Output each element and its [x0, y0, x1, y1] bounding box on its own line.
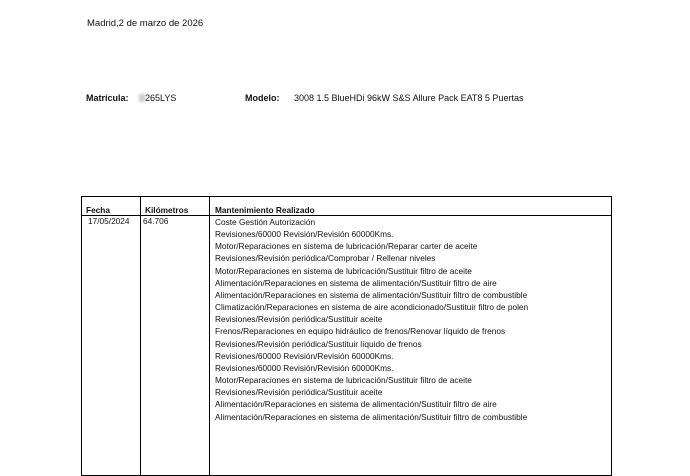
maintenance-item: Alimentación/Reparaciones en sistema de alimentación/Sustituir filtro de aire — [215, 399, 497, 410]
maintenance-item: Frenos/Reparaciones en equipo hidráulico de frenos/Renovar líquido de frenos — [215, 326, 506, 337]
column-separator — [140, 197, 141, 475]
header-km: Kilómetros — [145, 205, 189, 215]
plate-value-wrap — [139, 93, 176, 103]
model-value: 3008 1.5 BlueHDi 96kW S&S Allure Pack EAT8 5 Puertas — [294, 93, 524, 103]
maintenance-item: Motor/Reparaciones en sistema de lubricación/Sustituir filtro de aceite — [215, 265, 472, 276]
maintenance-item: Revisiones/60000 Revisión/Revisión 60000Kms. — [215, 350, 394, 361]
document-date: Madrid,2 de marzo de 2026 — [87, 18, 204, 29]
maintenance-item: Revisiones/60000 Revisión/Revisión 60000Kms. — [215, 229, 394, 240]
maintenance-table — [81, 196, 612, 476]
header-work: Mantenimiento Realizado — [215, 205, 315, 215]
maintenance-item: Climatización/Reparaciones en sistema de aire acondicionado/Sustituir filtro de polen — [215, 302, 529, 313]
maintenance-item: Coste Gestión Autorización — [215, 217, 316, 227]
row-date: 17/05/2024 — [88, 216, 130, 226]
maintenance-item: Alimentación/Reparaciones en sistema de alimentación/Sustituir filtro de aire — [215, 277, 497, 288]
row-km: 64.706 — [143, 216, 169, 226]
redacted-mark — [139, 94, 145, 102]
header-date: Fecha — [86, 205, 110, 215]
plate-label-text: Matrícula: — [86, 93, 129, 103]
maintenance-item: Revisiones/Revisión periódica/Sustituir aceite — [215, 314, 383, 325]
plate-label — [86, 93, 129, 103]
maintenance-item: Revisiones/Revisión periódica/Comprobar / Rellenar niveles — [215, 253, 436, 264]
plate-value: 265LYS — [145, 93, 177, 103]
model-label: Modelo: — [245, 93, 280, 103]
maintenance-item: Motor/Reparaciones en sistema de lubricación/Reparar carter de aceite — [215, 241, 478, 252]
maintenance-item: Alimentación/Reparaciones en sistema de alimentación/Sustituir filtro de combustible — [215, 289, 528, 300]
maintenance-item: Revisiones/Revisión periódica/Sustituir aceite — [215, 387, 383, 398]
maintenance-item: Revisiones/Revisión periódica/Sustituir líquido de frenos — [215, 338, 422, 349]
column-separator — [209, 197, 210, 475]
table-header-row — [82, 197, 611, 216]
maintenance-item: Revisiones/60000 Revisión/Revisión 60000Kms. — [215, 362, 394, 373]
maintenance-list — [215, 216, 545, 423]
maintenance-item: Alimentación/Reparaciones en sistema de alimentación/Sustituir filtro de combustible — [215, 411, 528, 422]
maintenance-item: Motor/Reparaciones en sistema de lubricación/Sustituir filtro de aceite — [215, 375, 472, 386]
